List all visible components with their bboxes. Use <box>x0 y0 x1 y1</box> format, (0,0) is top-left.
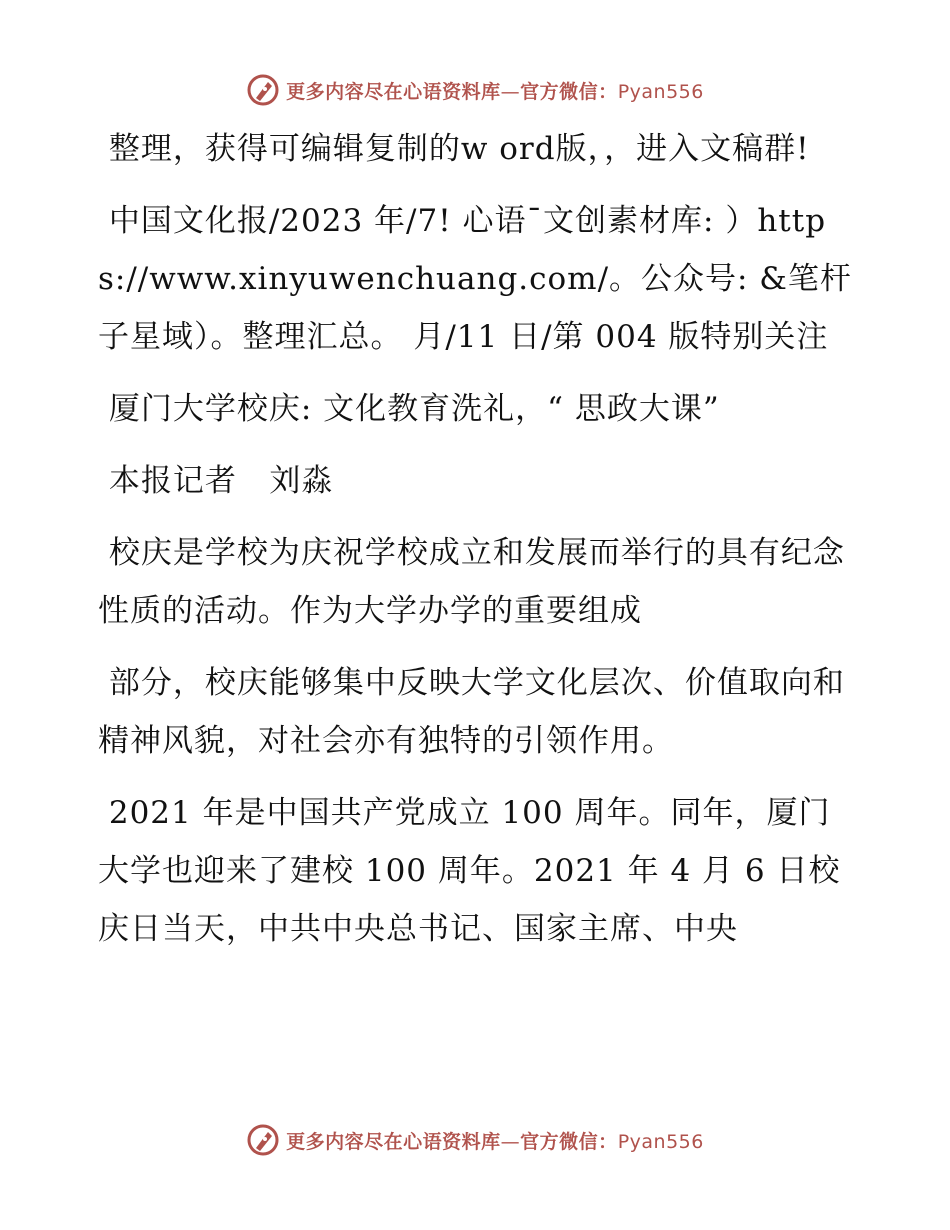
banner-main-text: 更多内容尽在心语资料库 <box>286 80 501 103</box>
banner-handle: Pyan556 <box>617 80 704 103</box>
paragraph: 整理，获得可编辑复制的w ord版，，进入文稿群! <box>98 131 810 167</box>
paragraph: 校庆是学校为庆祝学校成立和发展而举行的具有纪念性质的活动。作为大学办学的重要组成 <box>98 535 845 629</box>
banner-official-label: 官方微信： <box>520 1130 618 1153</box>
banner-handle: Pyan556 <box>617 1130 704 1153</box>
banner-separator: — <box>500 80 521 103</box>
paragraph: 本报记者 刘淼 <box>98 463 334 499</box>
banner-main-text: 更多内容尽在心语资料库 <box>286 1130 501 1153</box>
paragraph: 中国文化报/2023 年/7! 心语¯文创素材库: ）https://www.xinyuwenchuang.com/。公众号: &笔杆子星域）。整理汇总。 月/11 日/第 004 版特别关注 <box>98 203 852 355</box>
banner-separator: — <box>500 1130 521 1153</box>
banner-text <box>286 77 704 104</box>
footer-banner <box>0 1120 950 1160</box>
paragraph: 厦门大学校庆: 文化教育洗礼，“ 思政大课” <box>98 391 720 427</box>
paragraph: 2021 年是中国共产党成立 100 周年。同年，厦门大学也迎来了建校 100 周年。2021 年 4 月 6 日校庆日当天，中共中央总书记、国家主席、中央 <box>98 795 841 947</box>
pen-nib-logo-icon <box>246 73 280 107</box>
banner-official-label: 官方微信： <box>520 80 618 103</box>
pen-nib-logo-icon <box>246 1123 280 1157</box>
document-body <box>98 120 858 972</box>
paragraph: 部分，校庆能够集中反映大学文化层次、价值取向和精神风貌，对社会亦有独特的引领作用。 <box>98 665 845 759</box>
header-banner <box>0 70 950 110</box>
banner-text <box>286 1127 704 1154</box>
